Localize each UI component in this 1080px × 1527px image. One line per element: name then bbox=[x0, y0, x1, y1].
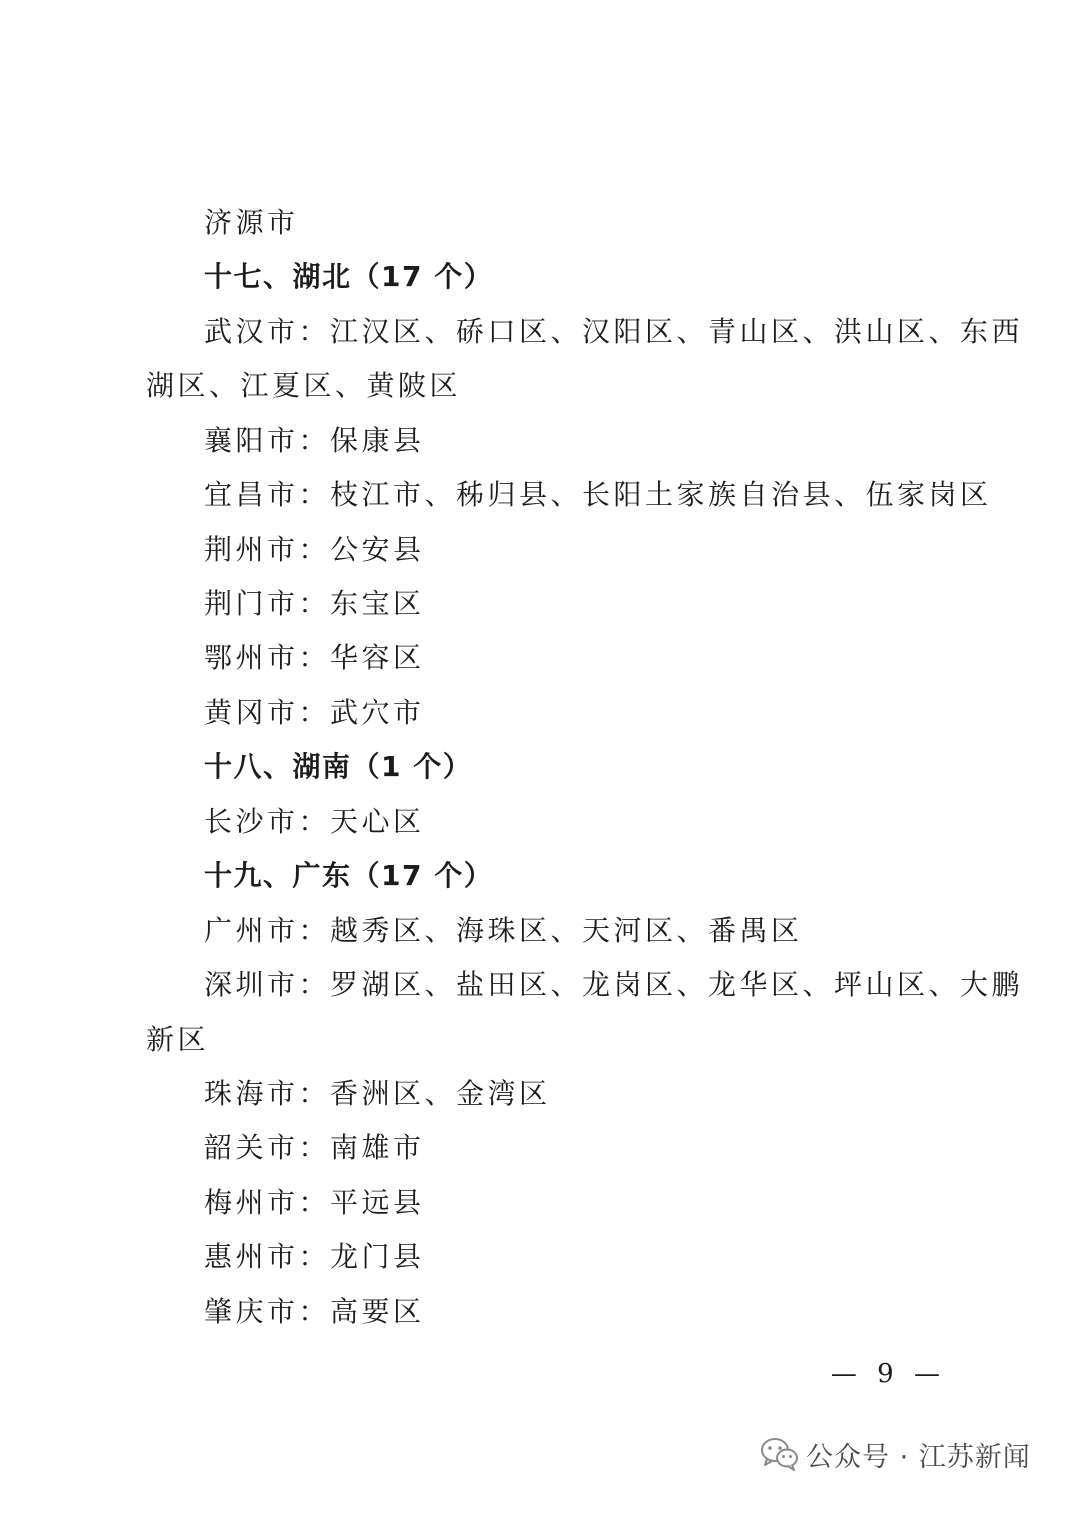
text-line: 荆门市：东宝区 bbox=[204, 587, 425, 620]
text-line: 广州市：越秀区、海珠区、天河区、番禺区 bbox=[204, 914, 803, 947]
text-line: 宜昌市：枝江市、秭归县、长阳土家族自治县、伍家岗区 bbox=[204, 478, 992, 511]
text-line: 惠州市：龙门县 bbox=[204, 1240, 425, 1273]
text-line: 荆州市：公安县 bbox=[204, 533, 425, 566]
section-heading-hubei: 十七、湖北（17 个） bbox=[204, 260, 494, 293]
text-line: 深圳市：罗湖区、盐田区、龙岗区、龙华区、坪山区、大鹏 bbox=[204, 968, 1024, 1001]
text-line: 韶关市：南雄市 bbox=[204, 1131, 425, 1164]
text-line: 武汉市：江汉区、硚口区、汉阳区、青山区、洪山区、东西 bbox=[204, 315, 1024, 348]
text-line: 新区 bbox=[146, 1023, 210, 1056]
text-line: 肇庆市：高要区 bbox=[204, 1295, 425, 1328]
text-line: 黄冈市：武穴市 bbox=[204, 696, 425, 729]
text-line: 襄阳市：保康县 bbox=[204, 424, 425, 457]
section-heading-guangdong: 十九、广东（17 个） bbox=[204, 859, 494, 892]
page-number: — 9 — bbox=[830, 1359, 946, 1389]
text-line: 济源市 bbox=[204, 206, 299, 239]
watermark-text: 公众号 · 江苏新闻 bbox=[806, 1441, 1031, 1473]
wechat-icon bbox=[760, 1437, 800, 1471]
section-heading-hunan: 十八、湖南（1 个） bbox=[204, 750, 473, 783]
text-line: 梅州市：平远县 bbox=[204, 1186, 425, 1219]
watermark bbox=[760, 1434, 1031, 1474]
text-line: 珠海市：香洲区、金湾区 bbox=[204, 1077, 551, 1110]
text-line: 长沙市：天心区 bbox=[204, 805, 425, 838]
text-line: 湖区、江夏区、黄陂区 bbox=[146, 369, 462, 402]
text-line: 鄂州市：华容区 bbox=[204, 641, 425, 674]
